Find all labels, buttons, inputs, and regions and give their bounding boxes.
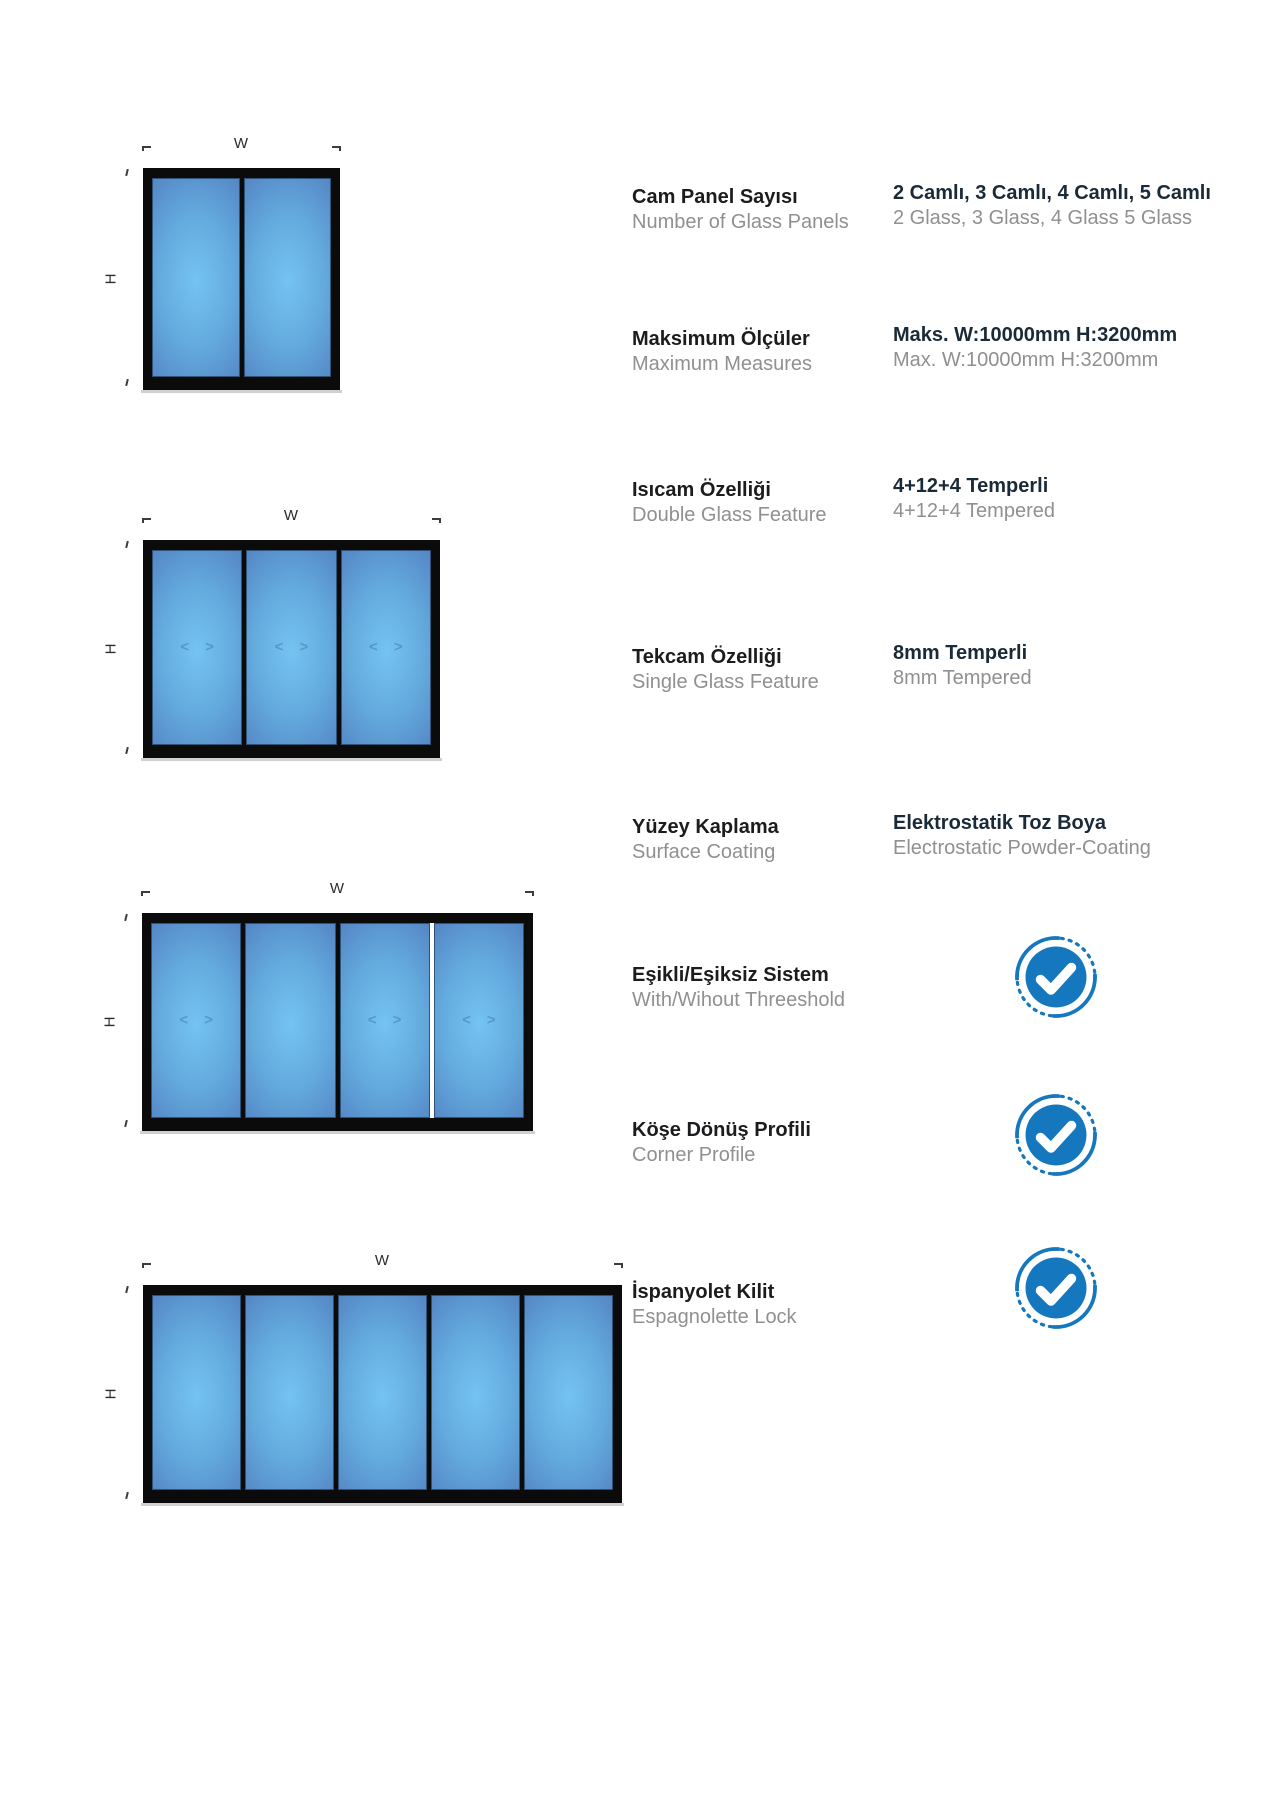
spec-row-corner-profile: [632, 1118, 1252, 1168]
spec-value-tr: Elektrostatik Toz Boya: [893, 812, 1107, 834]
dimension-tick: [125, 379, 129, 386]
threshold-sill: [141, 1503, 624, 1506]
slide-direction-arrows: < >: [367, 1011, 402, 1029]
dimension-tick: [125, 747, 129, 754]
spec-label-tr: İspanyolet Kilit: [632, 1281, 775, 1303]
height-dimension-label: H: [102, 1388, 120, 1400]
dimension-tick: [432, 518, 441, 523]
spec-label-tr: Maksimum Ölçüler: [632, 328, 810, 350]
spec-label-en: Maximum Measures: [632, 353, 813, 375]
spec-value: [893, 811, 1253, 861]
dimension-tick: [332, 146, 341, 151]
sliding-door-5-panel-diagram: [102, 1252, 622, 1503]
spec-value-en: 8mm Tempered: [893, 667, 1032, 689]
spec-label-tr: Köşe Dönüş Profili: [632, 1119, 811, 1141]
spec-label-en: Surface Coating: [632, 841, 776, 863]
spec-row-maximum-measures: [632, 324, 1252, 377]
threshold-sill: [140, 1131, 535, 1134]
glass-panel: [524, 1295, 613, 1490]
spec-value: [893, 474, 1253, 524]
glass-panel: [338, 1295, 427, 1490]
dimension-tick: [525, 891, 534, 896]
sliding-door-3-panel-diagram: [102, 507, 440, 758]
spec-value: [893, 641, 1253, 691]
dimension-tick: [124, 914, 128, 921]
spec-value-tr: 4+12+4 Temperli: [893, 475, 1049, 497]
dimension-tick: [142, 1263, 151, 1268]
spec-row-surface-coating: [632, 812, 1252, 865]
width-dimension-label: W: [374, 1252, 391, 1269]
glass-panel: [245, 1295, 334, 1490]
dimension-tick: [614, 1263, 623, 1268]
spec-value: [893, 181, 1253, 231]
spec-row-espagnolette-lock: [632, 1280, 1252, 1330]
width-dimension-label: W: [283, 507, 300, 524]
check-icon: [1014, 1093, 1098, 1177]
slide-direction-arrows: < >: [180, 638, 214, 656]
spec-row-glass-panel-count: [632, 182, 1252, 235]
check-icon: [1014, 1246, 1098, 1330]
threshold-sill: [141, 390, 342, 393]
glass-panel: [152, 550, 242, 745]
height-dimension-label: H: [101, 1016, 119, 1028]
glass-panel: [434, 923, 524, 1118]
spec-label-tr: Isıcam Özelliği: [632, 479, 771, 501]
spec-label-tr: Eşikli/Eşiksiz Sistem: [632, 964, 829, 986]
spec-label-en: Single Glass Feature: [632, 671, 819, 693]
dimension-tick: [141, 891, 150, 896]
spec-value-en: 4+12+4 Tempered: [893, 500, 1055, 522]
height-dimension-label: H: [102, 643, 120, 655]
dimension-tick: [125, 1286, 129, 1293]
spec-value-en: Electrostatic Powder-Coating: [893, 837, 1151, 859]
slide-direction-arrows: < >: [179, 1011, 213, 1029]
dimension-tick: [124, 1120, 128, 1127]
threshold-sill: [141, 758, 442, 761]
spec-label-tr: Cam Panel Sayısı: [632, 186, 798, 208]
dimension-tick: [125, 169, 129, 176]
width-dimension-label: W: [329, 880, 346, 897]
spec-label-en: With/Wihout Threeshold: [632, 989, 846, 1011]
width-dimension-label: W: [233, 135, 250, 152]
glass-panel: [151, 923, 241, 1118]
glass-panel: [341, 550, 431, 745]
spec-label-tr: Tekcam Özelliği: [632, 646, 782, 668]
spec-value-en: 2 Glass, 3 Glass, 4 Glass 5 Glass: [893, 207, 1192, 229]
spec-label-en: Double Glass Feature: [632, 504, 827, 526]
spec-label-tr: Yüzey Kaplama: [632, 816, 779, 838]
dimension-tick: [142, 146, 151, 151]
dimension-tick: [142, 518, 151, 523]
spec-label-en: Espagnolette Lock: [632, 1306, 797, 1328]
sliding-door-4-panel-diagram: [101, 880, 533, 1131]
check-icon: [1014, 935, 1098, 1019]
spec-row-single-glass: [632, 642, 1252, 695]
spec-row-double-glass: [632, 475, 1252, 528]
glass-panel: [246, 550, 336, 745]
spec-value-tr: 2 Camlı, 3 Camlı, 4 Camlı, 5 Camlı: [893, 182, 1211, 204]
sliding-door-2-panel-diagram: [102, 135, 340, 390]
slide-direction-arrows: < >: [369, 638, 403, 656]
glass-panel: [152, 1295, 241, 1490]
glass-panel: [245, 923, 335, 1118]
spec-label-en: Number of Glass Panels: [632, 211, 849, 233]
dimension-tick: [125, 541, 129, 548]
glass-panel: [152, 178, 240, 377]
spec-label-en: Corner Profile: [632, 1144, 756, 1166]
slide-direction-arrows: < >: [462, 1011, 496, 1029]
glass-panel: [431, 1295, 520, 1490]
dimension-tick: [125, 1492, 129, 1499]
spec-value: [893, 323, 1253, 373]
glass-panel: [340, 923, 430, 1118]
spec-value-tr: 8mm Temperli: [893, 642, 1028, 664]
spec-row-threshold-system: [632, 963, 1252, 1013]
slide-direction-arrows: < >: [274, 638, 309, 656]
spec-value-en: Max. W:10000mm H:3200mm: [893, 349, 1159, 371]
height-dimension-label: H: [102, 273, 120, 285]
glass-panel: [244, 178, 332, 377]
spec-value-tr: Maks. W:10000mm H:3200mm: [893, 324, 1178, 346]
